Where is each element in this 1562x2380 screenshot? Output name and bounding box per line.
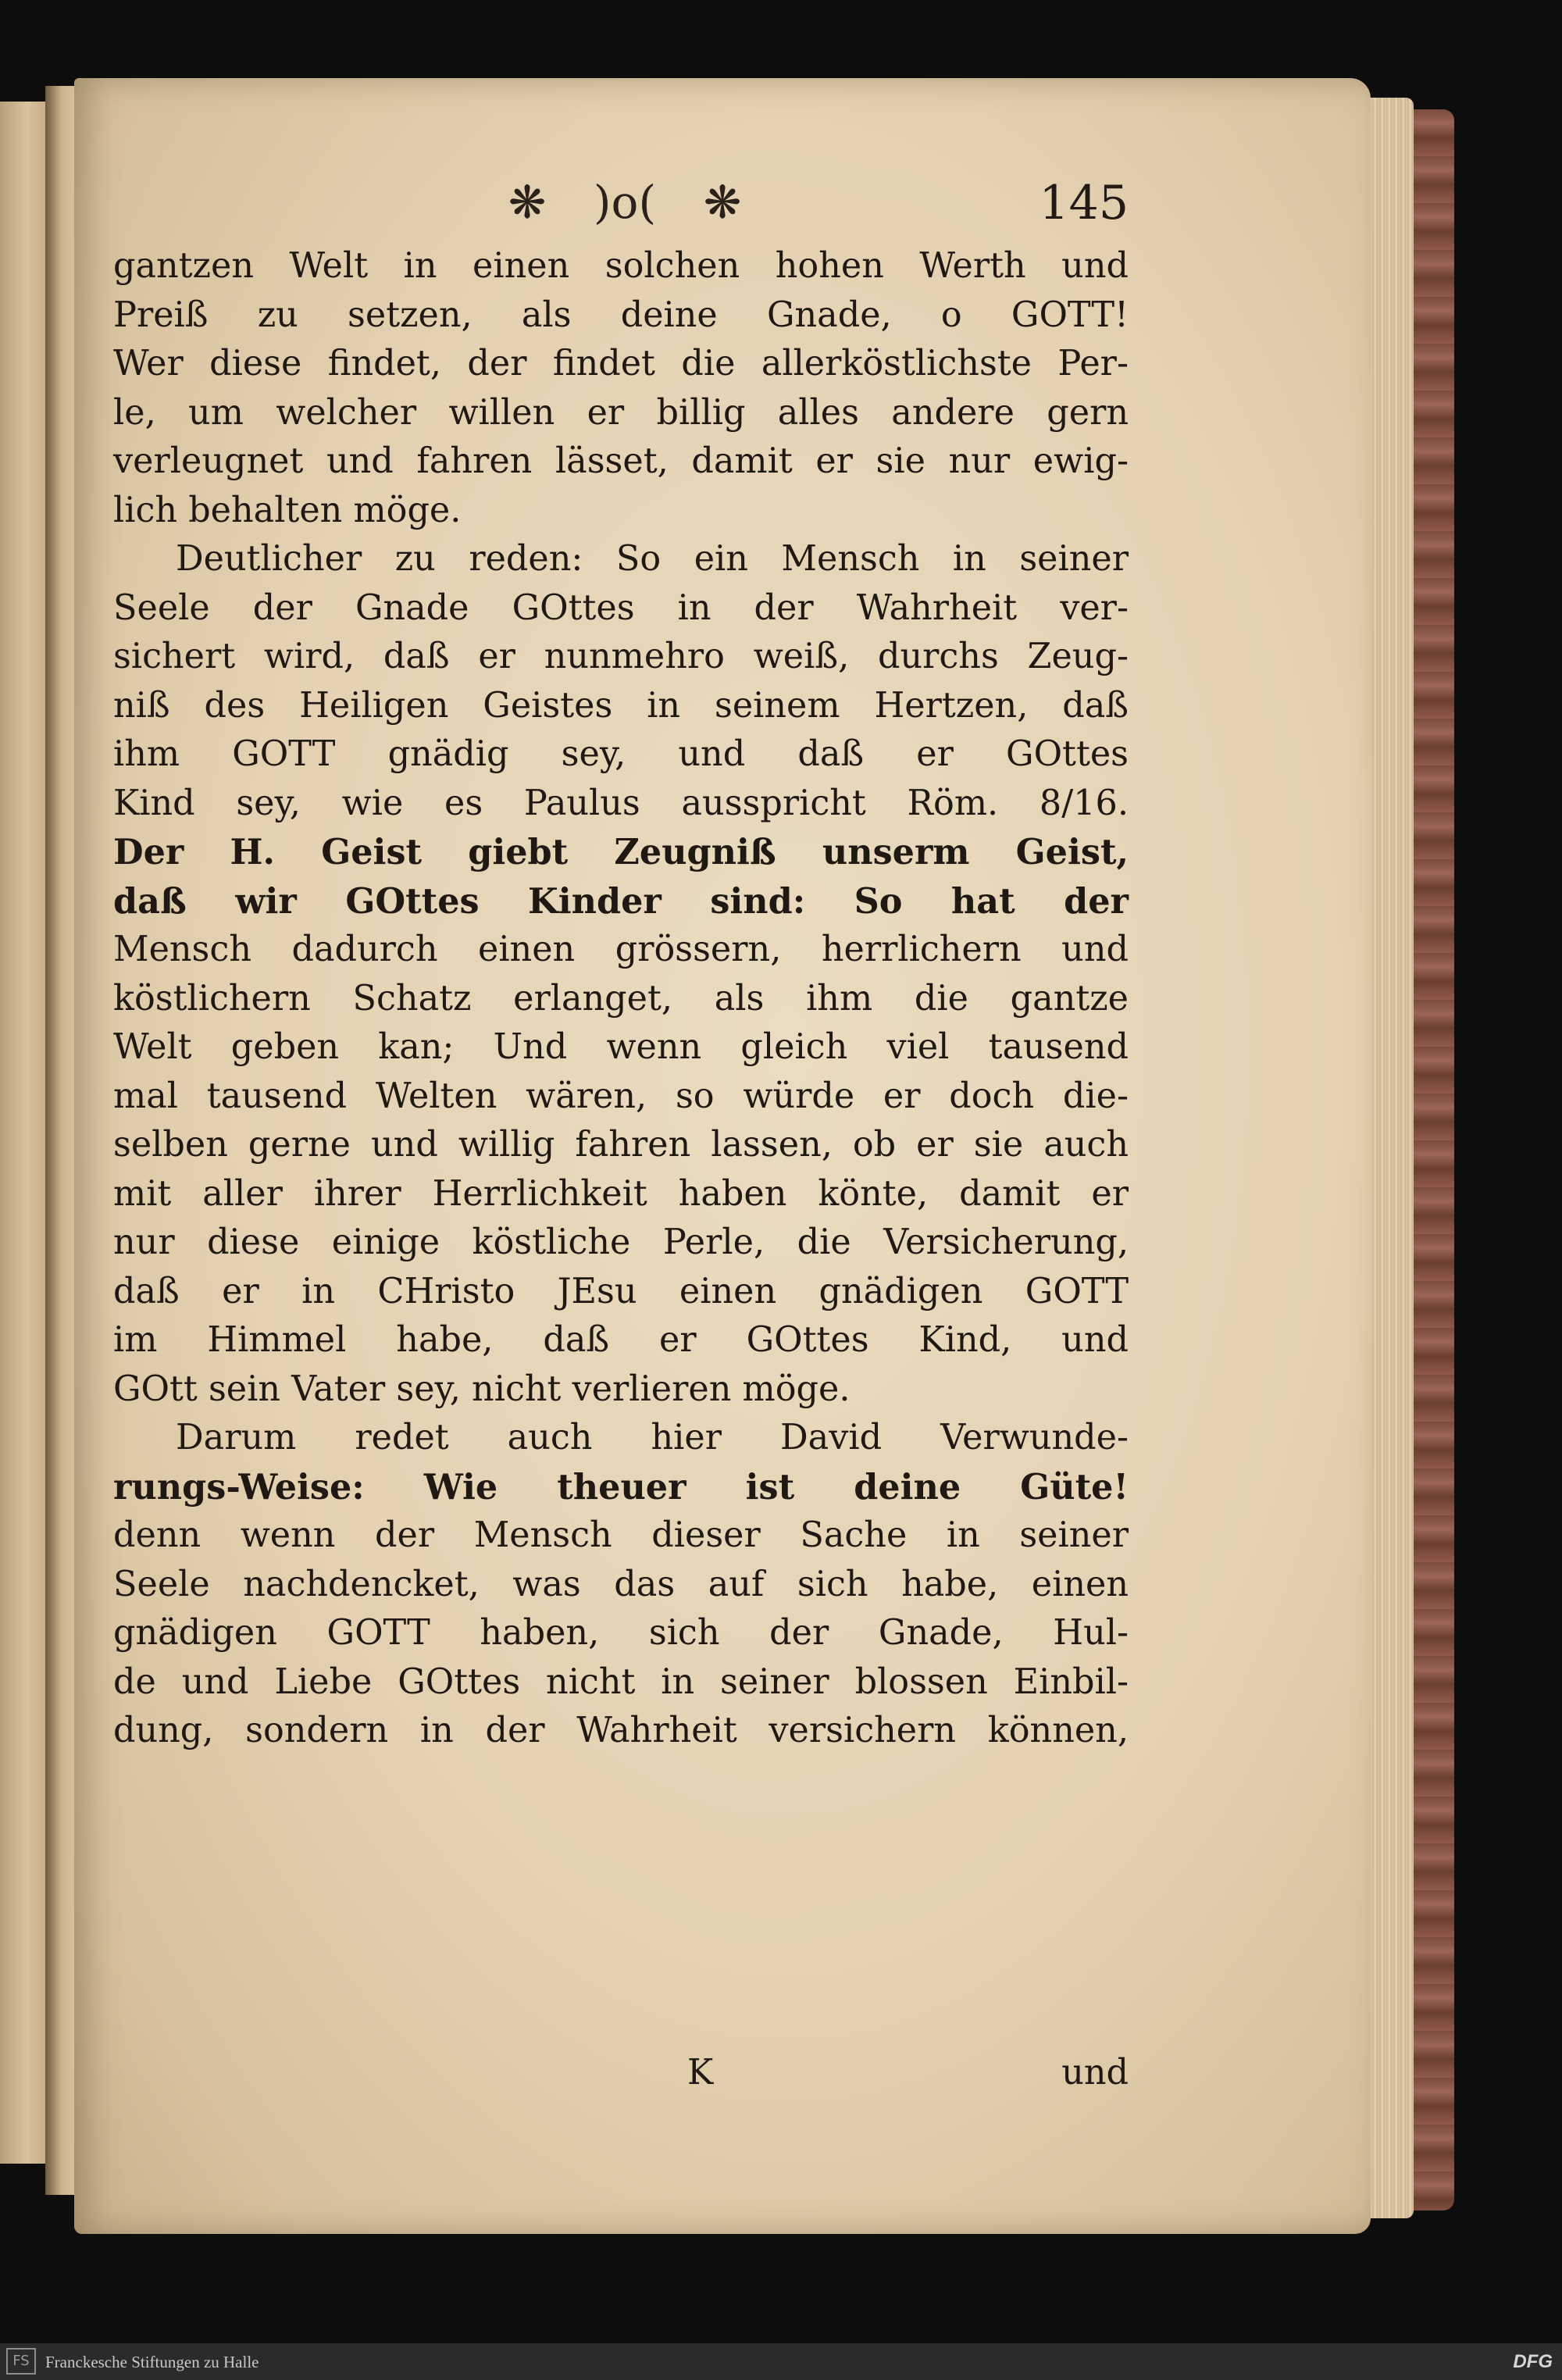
text-line: mit aller ihrer Herrlichkeit haben könte, damit er [113, 1173, 1129, 1214]
text-line: selben gerne und willig fahren lassen, ob er sie auch [113, 1125, 1129, 1165]
text-line: verleugnet und fahren lässet, damit er sie nur ewig- [113, 441, 1129, 481]
left-page-edge [0, 102, 45, 2164]
text-line: denn wenn der Mensch dieser Sache in seiner [113, 1515, 1129, 1555]
text-line: Seele der Gnade GOttes in der Wahrheit ver- [113, 587, 1129, 628]
text-line: Welt geben kan; Und wenn gleich viel tausend [113, 1027, 1129, 1067]
text-line: Deutlicher zu reden: So ein Mensch in seiner [176, 539, 1129, 579]
text-line: lich behalten möge. [113, 490, 462, 530]
text-line: dung, sondern in der Wahrheit versichern können, [113, 1711, 1129, 1750]
dfg-logo: DFG [1513, 2351, 1553, 2372]
catchword: und [1061, 2053, 1129, 2093]
ornament-left-icon: ❋ [508, 176, 547, 229]
text-line-emphasis: Der H. Geist giebt Zeugniß unserm Geist, [113, 832, 1129, 872]
text-line: Mensch dadurch einen grössern, herrlichern und [113, 930, 1129, 969]
text-line-emphasis: daß wir GOttes Kinder sind: So hat der [113, 880, 1129, 922]
text-line: Kind sey, wie es Paulus ausspricht Röm. 8/16. [113, 783, 1129, 823]
text-line: mal tausend Welten wären, so würde er doch die- [113, 1076, 1129, 1116]
ornament-right-icon: ❋ [703, 176, 742, 229]
text-line-emphasis: rungs-Weise: Wie theuer ist deine Güte! [113, 1466, 1129, 1508]
text-line: daß er in CHristo JEsu einen gnädigen GOTT [113, 1271, 1129, 1311]
text-line: le, um welcher willen er billig alles andere gern [113, 392, 1129, 433]
text-line: gnädigen GOTT haben, sich der Gnade, Hul- [113, 1613, 1129, 1653]
footer-bar [0, 2343, 1562, 2380]
cover-edge [1414, 109, 1454, 2211]
page-number: 145 [1039, 176, 1129, 230]
text-line: Darum redet auch hier David Verwunde- [176, 1418, 1129, 1458]
text-line: ihm GOTT gnädig sey, und daß er GOttes [113, 734, 1129, 774]
text-line: Wer diese findet, der findet die allerköstlichste Per- [113, 344, 1129, 384]
institution-logo-icon: FS [6, 2348, 36, 2375]
page-fore-edge [1371, 98, 1414, 2218]
text-line: Preiß zu setzen, als deine Gnade, o GOTT! [113, 294, 1129, 335]
text-line: Seele nachdencket, was das auf sich habe, einen [113, 1564, 1129, 1604]
text-line: im Himmel habe, daß er GOttes Kind, und [113, 1320, 1129, 1360]
text-line: de und Liebe GOttes nicht in seiner blossen Einbil- [113, 1661, 1129, 1702]
body-text [113, 242, 1129, 1756]
text-line: gantzen Welt in einen solchen hohen Werth und [113, 246, 1129, 286]
text-line: niß des Heiligen Geistes in seinem Hertzen, daß [113, 685, 1129, 726]
text-line: sichert wird, daß er nunmehro weiß, durchs Zeug- [113, 637, 1129, 676]
text-line: nur diese einige köstliche Perle, die Versicherung, [113, 1222, 1129, 1262]
text-line: GOtt sein Vater sey, nicht verlieren möge. [113, 1368, 851, 1409]
institution-name: Franckesche Stiftungen zu Halle [45, 2353, 259, 2371]
ornament-middle: )o( [593, 176, 657, 229]
text-line: köstlichern Schatz erlanget, als ihm die gantze [113, 978, 1129, 1019]
signature-mark: K [687, 2053, 714, 2093]
